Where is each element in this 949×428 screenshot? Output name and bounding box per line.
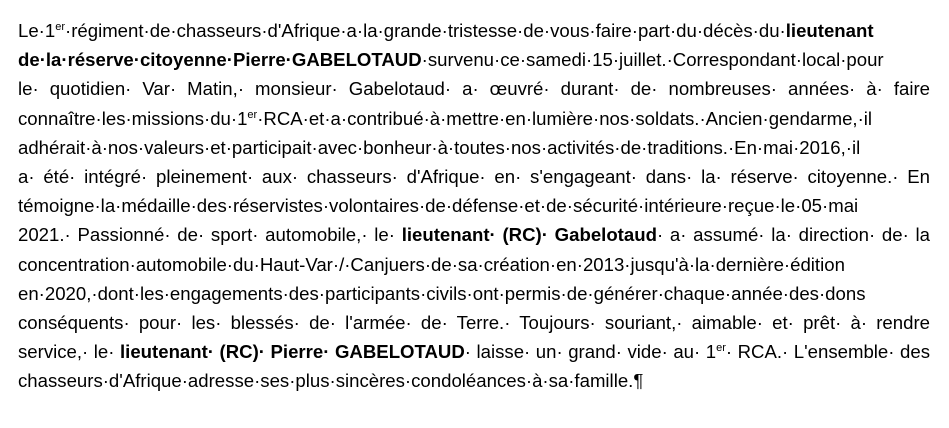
bold-text-run: de·la·réserve·citoyenne·Pierre·GABELOTAUD (18, 49, 422, 71)
bold-text-run: lieutenant· (RC)· Pierre· GABELOTAUD (120, 341, 465, 363)
text-line (18, 104, 930, 133)
announcement-paragraph (18, 16, 930, 395)
text-run: Le·1 (18, 20, 56, 41)
text-run: 2021.· Passionné· de· sport· automobile,· le· (18, 224, 402, 246)
text-run: conséquents· pour· les· blessés· de· l'armée· de· Terre.· Toujours· souriant,· aimable· et· prêt· à· rendre (18, 311, 930, 333)
text-run: a· été· intégré· pleinement· aux· chasseurs· d'Afrique· en· s'engageant· dans· la· réserve· citoyenne.· En (18, 165, 930, 187)
text-line (18, 279, 930, 308)
superscript-ordinal: er (716, 342, 726, 355)
text-line (18, 74, 930, 103)
bold-text-run: lieutenant· (RC)· Gabelotaud (401, 224, 657, 246)
text-run: ·survenu·ce·samedi·15·juillet.·Correspondant·local·pour (421, 49, 884, 71)
text-run: concentration·automobile·du·Haut-Var·/·Canjuers·de·sa·création·en·2013·jusqu'à·la·dernière·édition (18, 253, 845, 275)
text-run: · a· assumé· la· direction· de· la (656, 224, 930, 246)
document-page (18, 16, 930, 395)
text-line (18, 337, 930, 366)
text-run: ·RCA·et·a·contribué·à·mettre·en·lumière·nos·soldats.·Ancien·gendarme,·il (257, 107, 873, 129)
text-run: service,· le· (18, 341, 120, 363)
text-run: · RCA.· L'ensemble· des (725, 341, 930, 363)
superscript-ordinal: er (247, 108, 258, 121)
text-line (18, 191, 930, 220)
text-run: en·2020,·dont·les·engagements·des·participants·civils·ont·permis·de·générer·chaque·année·des·dons (18, 282, 866, 304)
bold-text-run: lieutenant (785, 20, 874, 41)
text-run: chasseurs·d'Afrique·adresse·ses·plus·sincères·condoléances·à·sa·famille. (18, 370, 634, 392)
text-line (18, 220, 930, 249)
text-run: le· quotidien· Var· Matin,· monsieur· Gabelotaud· a· œuvré· durant· de· nombreuses· années· à· faire (18, 78, 930, 100)
text-line (18, 308, 930, 337)
superscript-ordinal: er (55, 21, 65, 33)
text-line (18, 16, 930, 45)
text-line (18, 250, 930, 279)
text-line (18, 45, 930, 74)
text-run: ·régiment·de·chasseurs·d'Afrique·a·la·grande·tristesse·de·vous·faire·part·du·décès·du· (65, 20, 786, 41)
text-run: · laisse· un· grand· vide· au· 1 (464, 341, 717, 363)
text-line (18, 162, 930, 191)
text-line (18, 133, 930, 162)
paragraph-mark-icon: ¶ (633, 370, 644, 392)
text-run: connaître·les·missions·du·1 (18, 107, 248, 129)
text-run: témoigne·la·médaille·des·réservistes·volontaires·de·défense·et·de·sécurité·intérieure·reçue·le·05·mai (18, 195, 859, 217)
text-line (18, 366, 930, 395)
text-run: adhérait·à·nos·valeurs·et·participait·avec·bonheur·à·toutes·nos·activités·de·traditions.·En·mai·2016,·il (18, 136, 861, 158)
